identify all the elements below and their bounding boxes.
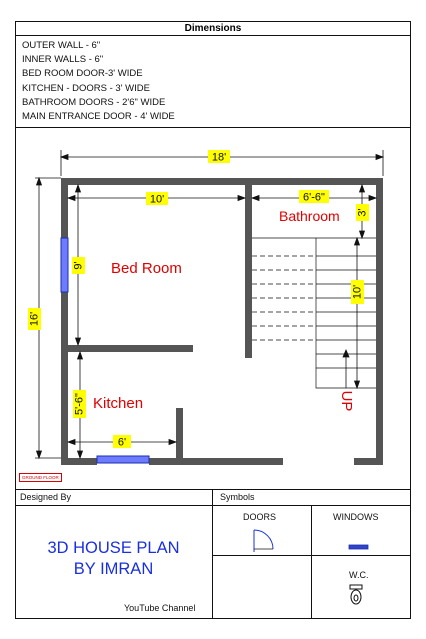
brand-line-1: 3D HOUSE PLAN [47,539,180,557]
windows-symbol-label: WINDOWS [333,512,379,522]
bathroom-label: Bathroom [279,208,340,224]
note-bedroom-door: BED ROOM DOOR-3' WIDE [22,68,143,80]
bathroom-width-label: 6'-6" [303,191,325,204]
note-bathroom-doors: BATHROOM DOORS - 2'6" WIDE [22,96,166,108]
stair-length-label: 10' [351,284,364,300]
note-kitchen-doors: KITCHEN - DOORS - 3' WIDE [22,82,150,94]
ground-floor-tag: GROUND FLOOR [19,473,62,482]
wc-symbol-label: W.C. [349,570,369,580]
youtube-channel-label: YouTube Channel [124,603,196,613]
toilet-symbol-icon [350,585,362,604]
kitchen-height-label: 5'-6" [73,393,86,415]
symbols-label: Symbols [220,492,255,502]
kitchen-label: Kitchen [93,395,144,412]
stair-up-label: UP [338,390,356,412]
bedroom-width-label: 10' [149,193,165,206]
kitchen-door-label: 6' [117,436,127,449]
doors-symbol-label: DOORS [243,512,277,522]
note-inner-walls: INNER WALLS - 6" [22,54,104,66]
bedroom-height-label: 9' [72,261,85,270]
note-outer-wall: OUTER WALL - 6" [22,40,101,51]
window-symbol-icon [349,545,368,549]
dimensions-header: Dimensions [15,21,411,36]
bathroom-height-label: 3' [356,208,369,217]
brand-line-2: BY IMRAN [73,560,154,578]
door-symbol-icon [254,530,273,552]
note-main-entrance-door: MAIN ENTRANCE DOOR - 4' WIDE [22,111,175,123]
overall-height-label: 16' [28,311,41,327]
overall-width-label: 18' [211,151,227,164]
bedroom-label: Bed Room [111,260,182,277]
designed-by-label: Designed By [20,492,72,502]
